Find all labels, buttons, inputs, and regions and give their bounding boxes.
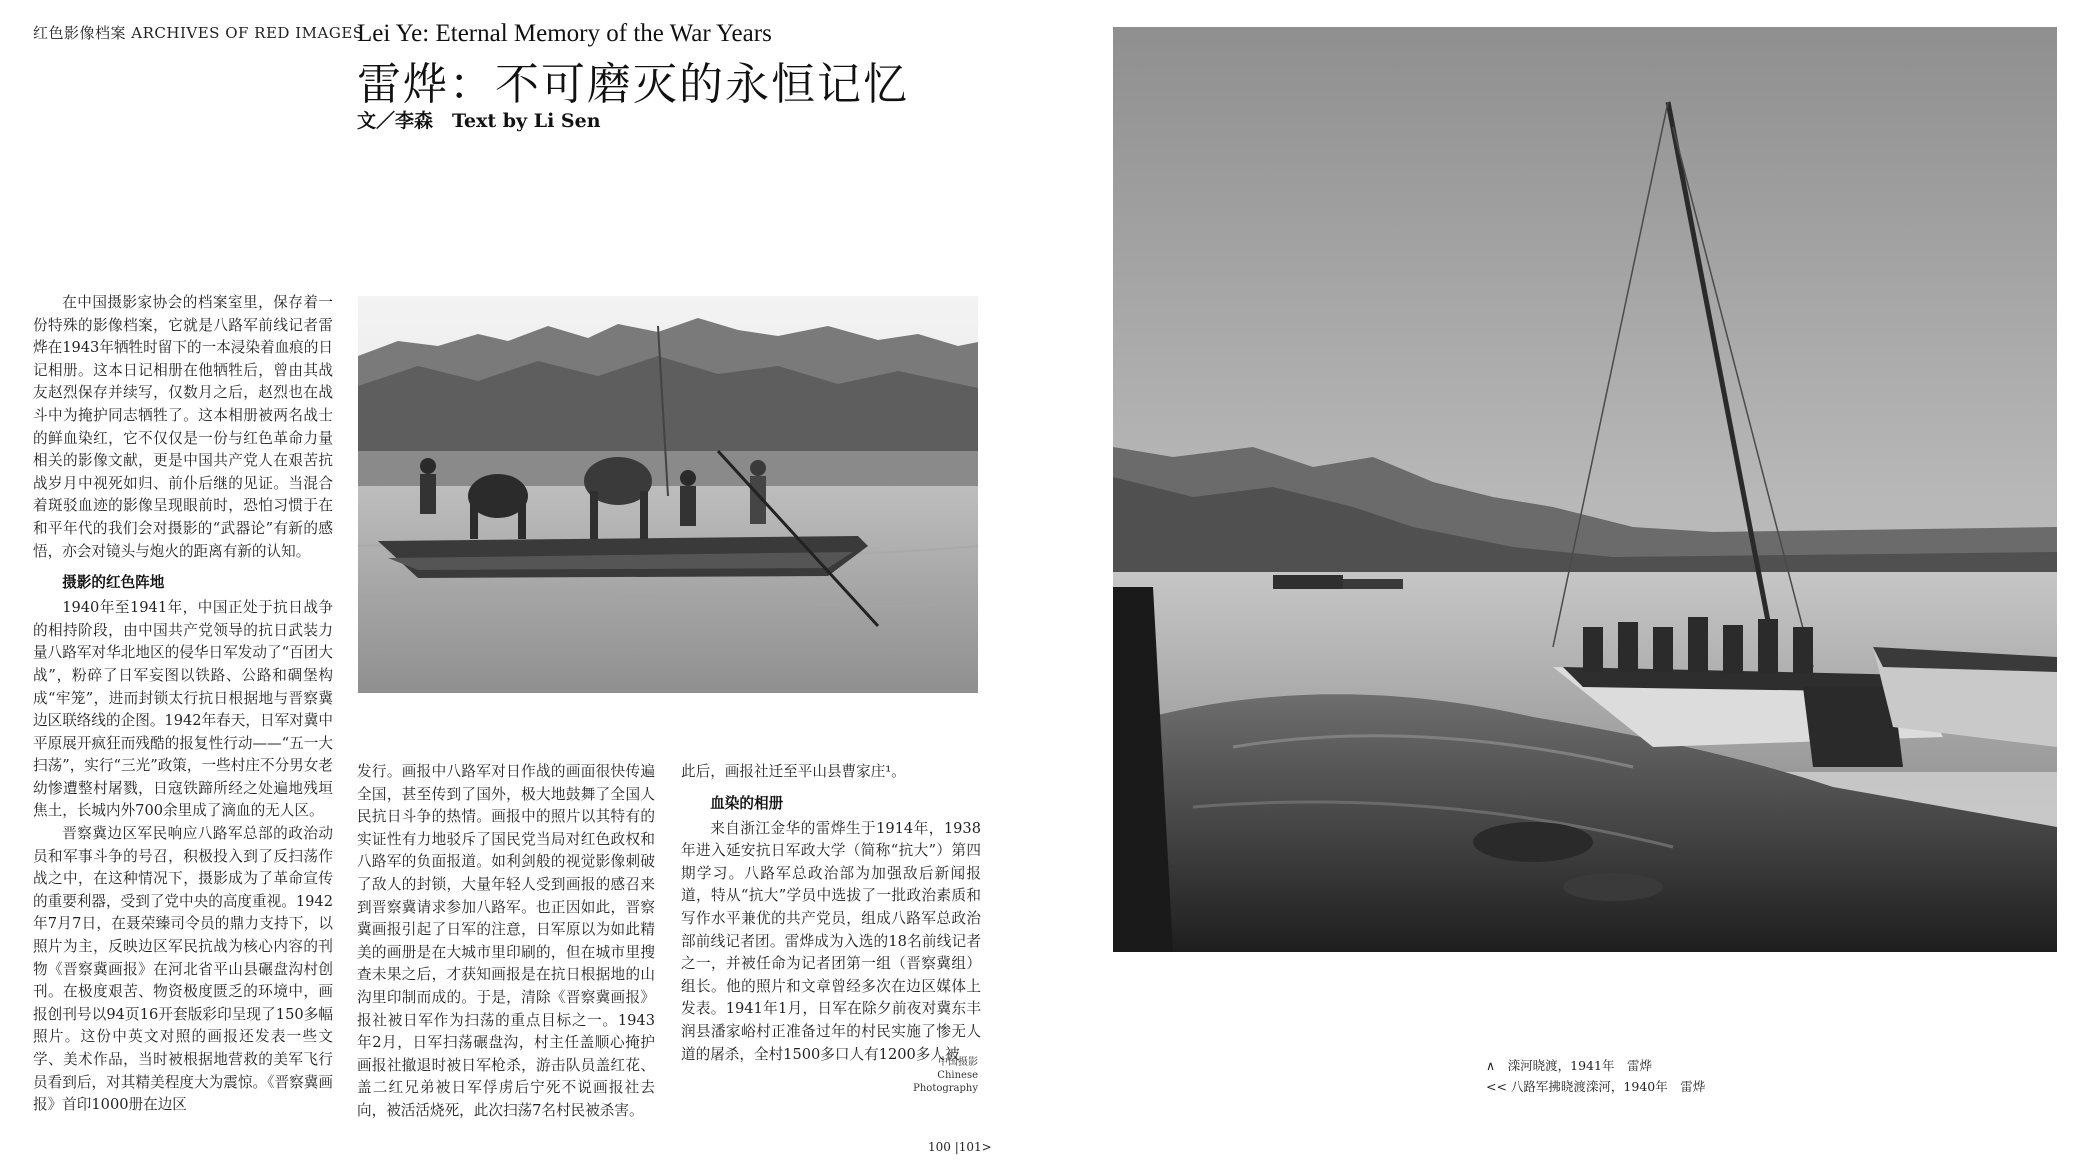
body-column-3 — [681, 761, 981, 1066]
magazine-credit — [905, 1056, 978, 1095]
paragraph: 1940年至1941年，中国正处于抗日战争的相持阶段，由中国共产党领导的抗日武装力量八路军对华北地区的侵华日军发动了“百团大战”，粉碎了日军妄图以铁路、公路和碉堡构成“牢笼”，进而封锁太行抗日根据地与晋察冀边区联络线的企图。1942年春天，日军对冀中平原展开疯狂而残酷的报复性行动——“五一大扫荡”，实行“三光”政策，一些村庄不分男女老幼惨遭整村屠戮，日寇铁蹄所经之处遍地残垣焦土，长城内外700余里成了滴血的无人区。 — [33, 599, 333, 820]
article-title-zh: 雷烨：不可磨灭的永恒记忆 — [357, 59, 909, 110]
photo-ferry-mules — [358, 296, 978, 693]
paragraph: 晋察冀边区军民响应八路军总部的政治动员和军事斗争的号召，积极投入到了反扫荡作战之中，在这种情况下，摄影成为了革命宣传的重要利器，受到了党中央的高度重视。1942年7月7日，在聂荣臻司令员的鼎力支持下，以照片为主，反映边区军民抗战为核心内容的刊物《晋察冀画报》在河北省平山县碾盘沟村创刊。在极度艰苦、物资极度匮乏的环境中，画报创刊号以94页16开套版彩印呈现了150多幅照片。这份中英文对照的画报还发表一些文学、美术作品，当时被根据地营救的美军飞行员看到后，对其精美程度大为震惊。《晋察冀画报》首印1000册在边区 — [33, 825, 333, 1114]
article-title-en: Lei Ye: Eternal Memory of the War Years — [357, 20, 772, 47]
photo-caption: ∧ 滦河晓渡，1941年 雷烨 — [1486, 1058, 1652, 1073]
paragraph: 来自浙江金华的雷烨生于1914年，1938年进入延安抗日军政大学（简称“抗大”）第四期学习。八路军总政治部为加强敌后新闻报道，特从“抗大”学员中选拔了一批政治素质和写作水平兼优的共产党员，组成八路军总政治部前线记者团。雷烨成为入选的18名前线记者之一，并被任命为记者团第一组（晋察冀组）组长。他的照片和文章曾经多次在边区媒体上发表。1941年1月，日军在除夕前夜对冀东丰润县潘家峪村正准备过年的村民实施了惨无人道的屠杀，全村1500多口人有1200多人被 — [681, 819, 981, 1063]
credit-line: Photography — [913, 1083, 978, 1094]
page-number: 100 |101> — [928, 1140, 992, 1154]
body-column-1 — [33, 292, 333, 1117]
paragraph: 发行。画报中八路军对日作战的画面很快传遍全国，甚至传到了国外，极大地鼓舞了全国人民抗日斗争的热情。画报中的照片以其特有的实证性有力地驳斥了国民党当局对红色政权和八路军的负面报道。如利剑般的视觉影像刺破了敌人的封锁，大量年轻人受到画报的感召来到晋察冀请求参加八路军。也正因如此，晋察冀画报引起了日军的注意，日军原以为如此精美的画册是在大城市里印刷的，但在城市里搜查未果之后，才获知画报是在抗日根据地的山沟里印制而成的。于是，清除《晋察冀画报》报社被日军作为扫荡的重点目标之一。1943年2月，日军扫荡碾盘沟，村主任盖顺心掩护画报社撤退时被日军枪杀，游击队员盖红花、盖二红兄弟被日军俘虏后宁死不说画报社去向，被活活烧死，此次扫荡7名村民被杀害。 — [357, 763, 655, 1119]
photo-ferry-mules-image — [358, 296, 978, 693]
photo-caption: << 八路军拂晓渡滦河，1940年 雷烨 — [1486, 1079, 1706, 1094]
photo-river-crossing-image — [1113, 27, 2057, 952]
subheading: 摄影的红色阵地 — [62, 574, 165, 592]
section-label: 红色影像档案 ARCHIVES OF RED IMAGES — [33, 24, 364, 42]
subheading: 血染的相册 — [710, 794, 784, 812]
byline: 文／李森 Text by Li Sen — [357, 110, 601, 132]
credit-line: Chinese — [937, 1070, 978, 1081]
credit-line: 中国摄影 — [938, 1057, 978, 1068]
body-column-2 — [357, 761, 655, 1123]
paragraph: 在中国摄影家协会的档案室里，保存着一份特殊的影像档案，它就是八路军前线记者雷烨在1943年牺牲时留下的一本浸染着血痕的日记相册。这本日记相册在他牺牲后，曾由其战友赵烈保存并续写，仅数月之后，赵烈也在战斗中为掩护同志牺牲了。这本相册被两名战士的鲜血染红，它不仅仅是一份与红色革命力量相关的影像文献，更是中国共产党人在艰苦抗战岁月中视死如归、前仆后继的见证。当混合着斑驳血迹的影像呈现眼前时，恐怕习惯于在和平年代的我们会对摄影的“武器论”有新的感悟，亦会对镜头与炮火的距离有新的认知。 — [33, 294, 333, 560]
photo-river-crossing — [1113, 27, 2057, 952]
paragraph: 此后，画报社迁至平山县曹家庄¹。 — [681, 763, 906, 780]
